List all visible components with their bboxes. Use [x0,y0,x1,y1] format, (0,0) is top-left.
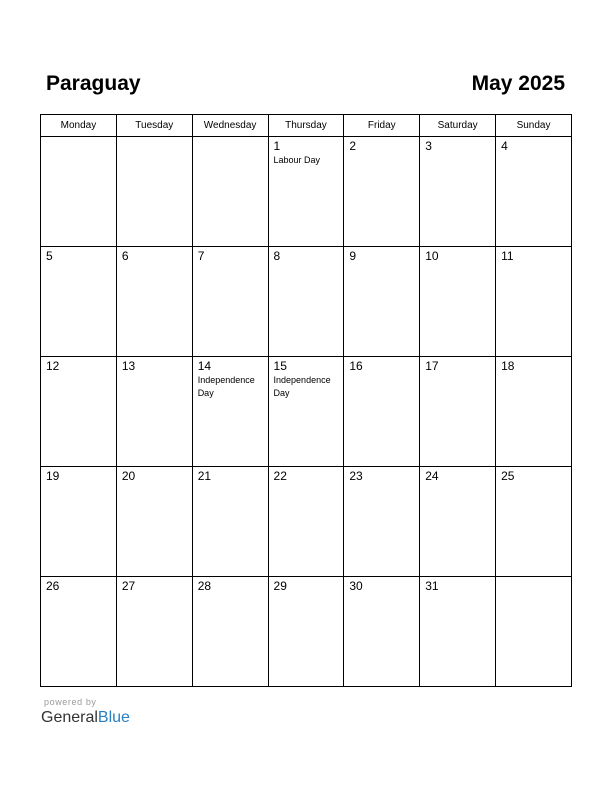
day-cell [268,577,344,687]
day-cell [344,577,420,687]
day-cell-content [420,577,495,686]
day-cell [496,247,572,357]
day-number: 24 [425,469,439,483]
day-cell-content [344,467,419,576]
day-number: 21 [197,469,212,483]
weekday-friday: Friday [344,115,420,137]
day-cell-content [496,577,571,686]
day-cell-content [117,467,192,576]
day-cell [192,577,268,687]
day-number: 14 [197,359,212,373]
day-cell [268,137,344,247]
day-number: 29 [273,579,287,593]
day-number: 11 [501,249,514,263]
day-cell [116,577,192,687]
day-cell-content [41,137,116,246]
calendar-body [41,137,572,687]
day-cell [496,357,572,467]
day-cell [268,467,344,577]
calendar-grid [40,114,572,687]
day-number: 19 [46,469,60,483]
brand-general-text: General [41,709,98,726]
day-cell-content [117,577,192,686]
day-cell [192,357,268,467]
day-number: 25 [501,469,515,483]
day-cell [116,357,192,467]
week-row [41,357,572,467]
day-number: 3 [425,139,432,153]
powered-by-text: powered by [44,697,97,707]
day-cell-content [117,137,192,246]
day-number: 5 [46,249,53,263]
brand-logo [41,708,130,728]
weekday-tuesday: Tuesday [116,115,192,137]
day-cell [496,467,572,577]
weekday-wednesday: Wednesday [192,115,268,137]
day-cell [420,577,496,687]
day-number: 13 [121,359,136,373]
day-number: 12 [46,359,60,373]
day-cell [41,577,117,687]
country-title: Paraguay [46,72,141,95]
day-cell [344,247,420,357]
day-cell [420,137,496,247]
day-cell-content [269,137,344,246]
day-number: 20 [121,469,136,483]
day-cell-content [496,467,571,576]
day-cell-content [420,467,495,576]
day-cell [116,467,192,577]
day-cell [344,137,420,247]
day-cell-content [344,357,419,466]
day-cell [496,137,572,247]
holiday-label: Independence Day [273,375,331,398]
day-cell-content [193,467,268,576]
day-number: 7 [197,249,205,263]
day-number: 30 [349,579,363,593]
day-cell [41,467,117,577]
weekday-thursday: Thursday [268,115,344,137]
day-number: 27 [121,579,136,593]
day-cell-content [269,577,344,686]
day-number: 23 [349,469,363,483]
day-cell-content [117,357,192,466]
day-cell-content [344,577,419,686]
day-number: 15 [273,359,287,373]
day-number: 6 [121,249,129,263]
weekday-sunday: Sunday [496,115,572,137]
day-cell-content [420,357,495,466]
day-cell [420,247,496,357]
day-cell-content [496,247,571,356]
day-cell-content [269,467,344,576]
day-cell [116,247,192,357]
day-cell [116,137,192,247]
day-number: 1 [273,139,281,153]
day-cell [420,357,496,467]
day-number: 8 [273,249,281,263]
holiday-label: Labour Day [273,155,321,165]
day-cell [496,577,572,687]
day-cell-content [41,357,116,466]
day-cell-content [496,137,571,246]
week-row [41,247,572,357]
day-cell-content [420,247,495,356]
day-cell [192,467,268,577]
weekday-monday: Monday [41,115,117,137]
month-title: May 2025 [471,72,565,95]
day-cell-content [41,467,116,576]
weekday-saturday: Saturday [420,115,496,137]
day-cell [344,467,420,577]
day-cell-content [193,577,268,686]
day-number: 26 [46,579,60,593]
holiday-label: Independence Day [197,375,255,398]
day-cell-content [269,357,344,466]
brand-blue-text: Blue [97,709,130,726]
week-row [41,577,572,687]
day-cell [41,247,117,357]
day-number: 4 [501,139,508,153]
day-cell-content [193,357,268,466]
day-cell-content [41,577,116,686]
day-number: 31 [425,579,439,593]
day-number: 17 [425,359,439,373]
day-number: 22 [273,469,287,483]
day-cell [344,357,420,467]
day-cell [268,247,344,357]
day-cell-content [496,357,571,466]
day-cell-content [193,137,268,246]
day-cell-content [193,247,268,356]
day-cell-content [269,247,344,356]
week-row [41,137,572,247]
week-row [41,467,572,577]
day-number: 18 [501,359,515,373]
day-number: 10 [425,249,439,263]
day-cell [192,247,268,357]
day-cell-content [117,247,192,356]
day-cell-content [344,247,419,356]
day-cell-content [41,247,116,356]
day-number: 2 [349,139,357,153]
day-cell-content [420,137,495,246]
day-cell [41,137,117,247]
day-cell [41,357,117,467]
weekday-header-row [41,115,572,137]
day-number: 28 [197,579,212,593]
day-number: 16 [349,359,363,373]
day-cell [192,137,268,247]
day-cell [268,357,344,467]
day-number: 9 [349,249,357,263]
day-cell [420,467,496,577]
day-cell-content [344,137,419,246]
